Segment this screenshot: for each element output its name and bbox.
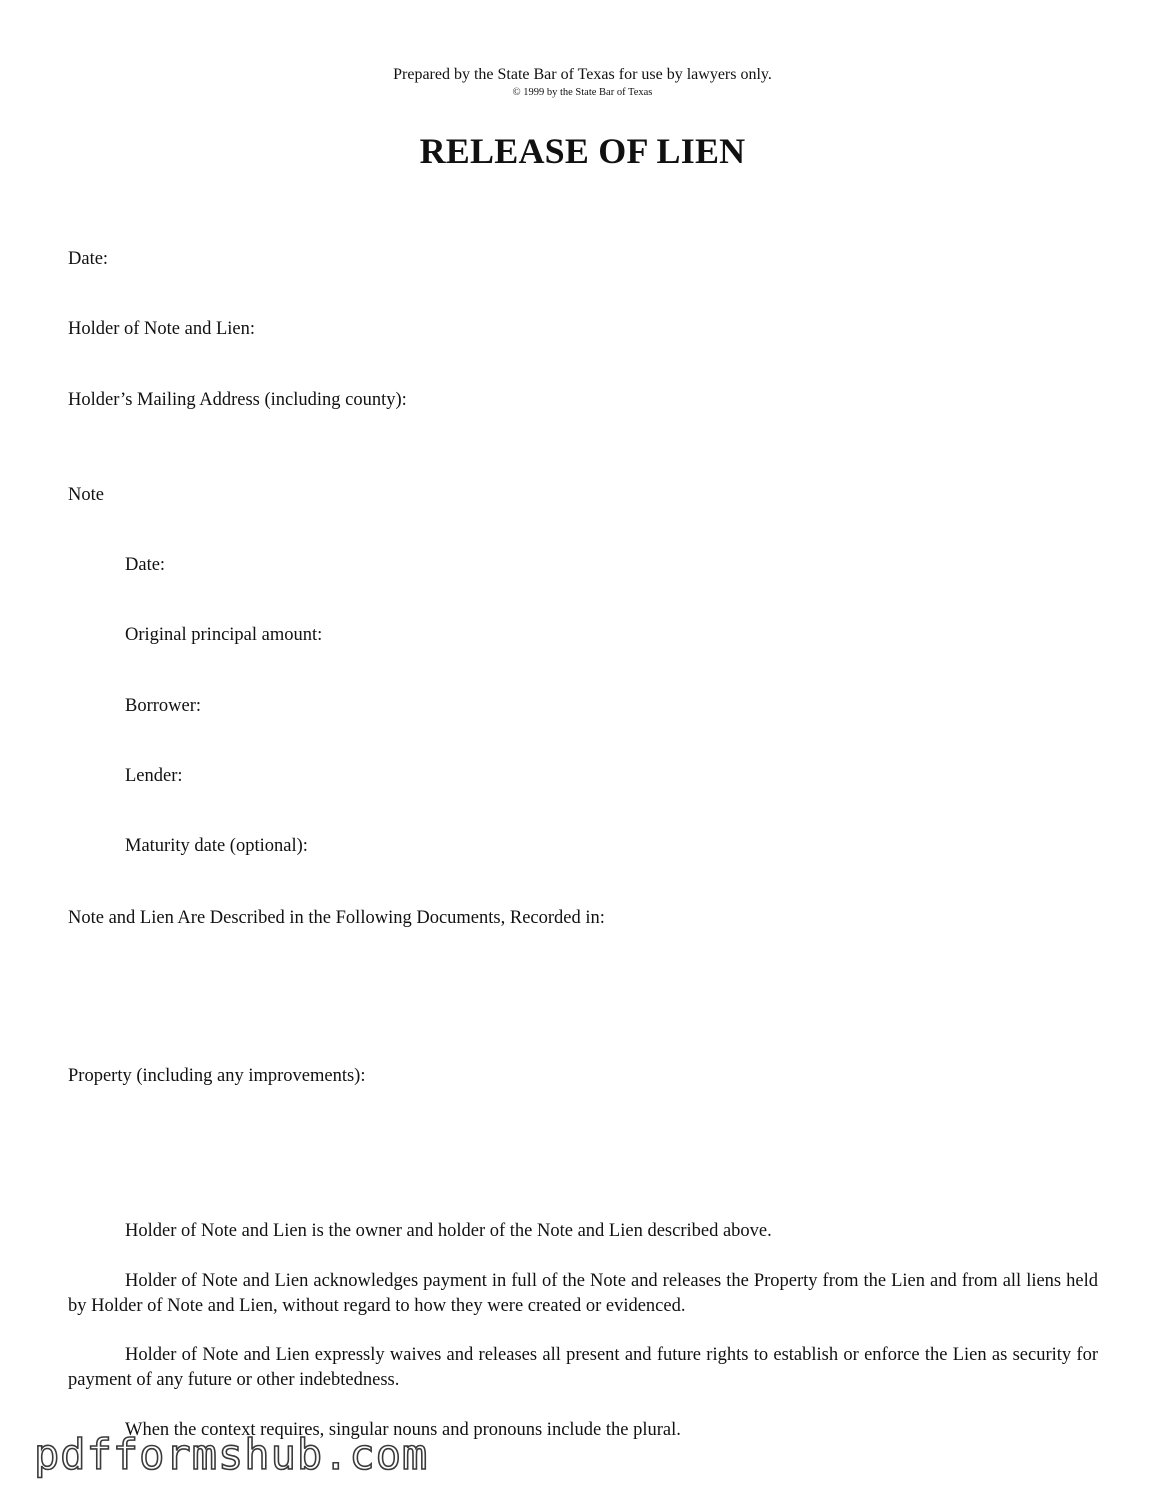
- document-title: RELEASE OF LIEN: [419, 131, 746, 171]
- copyright-line: © 1999 by the State Bar of Texas: [512, 87, 653, 98]
- paragraph-release: Holder of Note and Lien acknowledges payment in full of the Note and releases the Property from the Lien and from all liens held by Holder of Note and Lien, without regard to how they were created or evidenced.: [68, 1271, 1098, 1316]
- maturity-date-label: Maturity date (optional):: [125, 836, 308, 856]
- paragraph-plural: When the context requires, singular nouns and pronouns include the plural.: [125, 1420, 681, 1440]
- note-heading: Note: [68, 485, 104, 505]
- holder-label: Holder of Note and Lien:: [68, 319, 255, 339]
- lender-label: Lender:: [125, 766, 183, 786]
- prepared-by-line: Prepared by the State Bar of Texas for use by lawyers only.: [393, 66, 772, 83]
- original-principal-label: Original principal amount:: [125, 625, 323, 645]
- paragraph-waiver: Holder of Note and Lien expressly waives and releases all present and future rights to establish or enforce the Lien as security for payment of any future or other indebtedness.: [68, 1345, 1098, 1390]
- property-label: Property (including any improvements):: [68, 1066, 366, 1086]
- holder-address-label: Holder’s Mailing Address (including county):: [68, 390, 407, 410]
- paragraph-ownership: Holder of Note and Lien is the owner and holder of the Note and Lien described above.: [125, 1221, 772, 1241]
- note-date-label: Date:: [125, 555, 166, 575]
- borrower-label: Borrower:: [125, 696, 202, 716]
- watermark: pdfformshub.com: [34, 1430, 429, 1479]
- documents-recorded-label: Note and Lien Are Described in the Following Documents, Recorded in:: [68, 908, 605, 928]
- date-label: Date:: [68, 249, 109, 269]
